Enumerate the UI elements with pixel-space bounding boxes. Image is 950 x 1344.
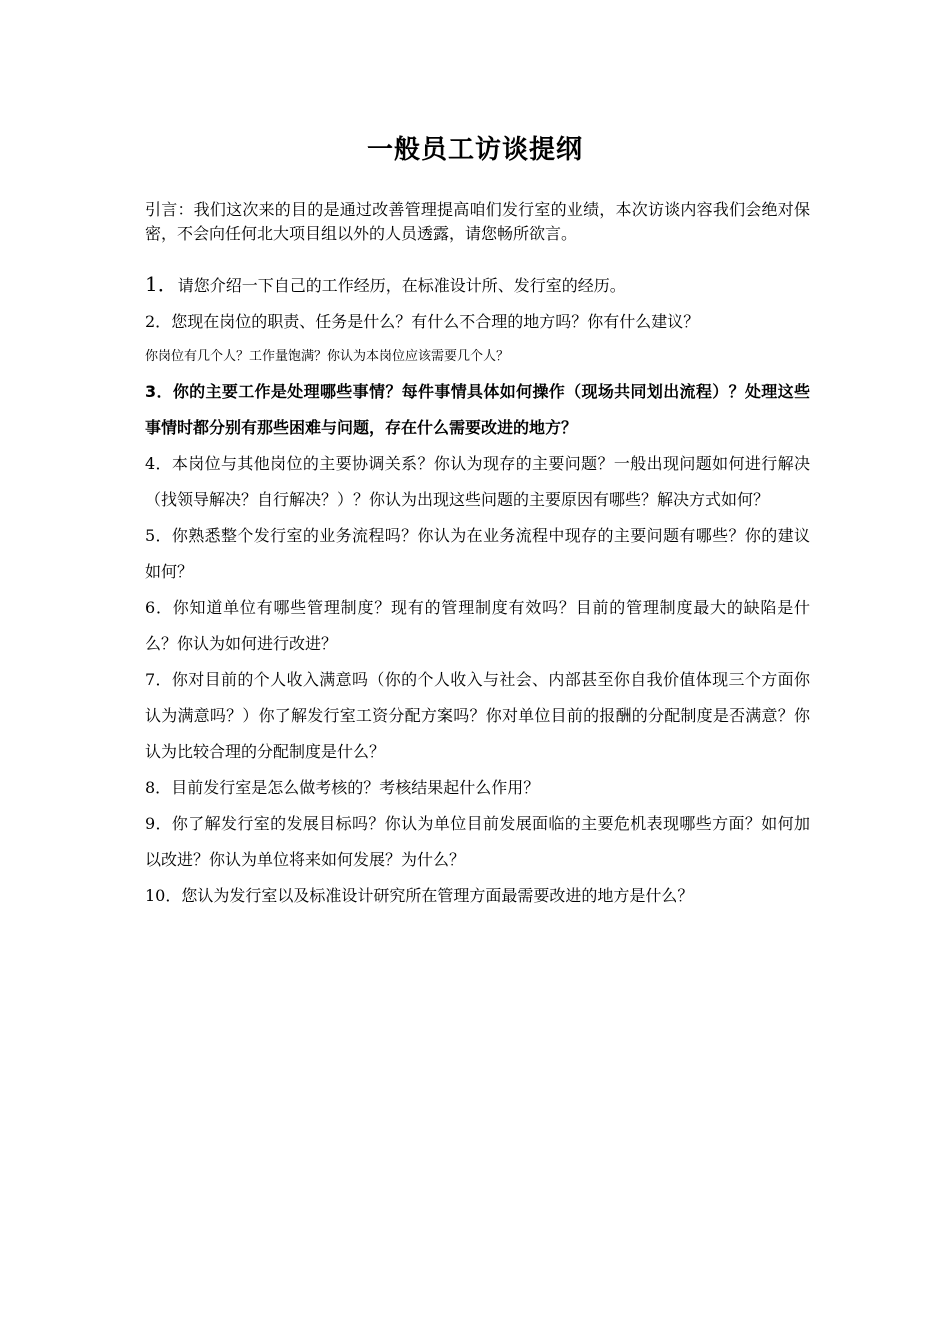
question-text: 你熟悉整个发行室的业务流程吗？你认为在业务流程中现存的主要问题有哪些？你的建议如何？ — [145, 526, 810, 581]
question-item-2 — [145, 304, 810, 340]
question-item-3 — [145, 374, 810, 446]
question-item-10 — [145, 878, 810, 914]
question-item-2-sub — [145, 340, 810, 374]
question-item-5 — [145, 518, 810, 590]
question-number: 10． — [145, 886, 182, 905]
question-number: 6． — [145, 598, 173, 617]
document-title: 一般员工访谈提纲 — [366, 135, 583, 165]
question-number: 9． — [145, 814, 172, 833]
question-number: 5． — [145, 526, 172, 545]
question-number: 7． — [145, 670, 172, 689]
question-text: 你对目前的个人收入满意吗（你的个人收入与社会、内部甚至你自我价值体现三个方面你认为满意吗？）你了解发行室工资分配方案吗？你对单位目前的报酬的分配制度是否满意？你认为比较合理的分配制度是什么？ — [145, 670, 810, 761]
question-item-8 — [145, 770, 810, 806]
question-text: 本岗位与其他岗位的主要协调关系？你认为现存的主要问题？一般出现问题如何进行解决（找领导解决？自行解决？）？你认为出现这些问题的主要原因有哪些？解决方式如何？ — [145, 454, 810, 509]
intro-paragraph: 引言：我们这次来的目的是通过改善管理提高咱们发行室的业绩，本次访谈内容我们会绝对保密，不会向任何北大项目组以外的人员透露，请您畅所欲言。 — [145, 200, 810, 243]
question-text: 请您介绍一下自己的工作经历，在标准设计所、发行室的经历。 — [177, 276, 626, 295]
question-item-1 — [145, 266, 810, 304]
question-number: 8． — [145, 778, 172, 797]
question-number: 3． — [145, 382, 173, 401]
question-text: 你知道单位有哪些管理制度？现有的管理制度有效吗？目前的管理制度最大的缺陷是什么？你认为如何进行改进？ — [145, 598, 810, 653]
question-text: 目前发行室是怎么做考核的？考核结果起什么作用？ — [171, 778, 540, 797]
question-text: 你了解发行室的发展目标吗？你认为单位目前发展面临的主要危机表现哪些方面？如何加以改进？你认为单位将来如何发展？为什么？ — [145, 814, 810, 869]
question-text: 你的主要工作是处理哪些事情？每件事情具体如何操作（现场共同划出流程）？处理这些事情时都分别有那些困难与问题，存在什么需要改进的地方？ — [145, 382, 810, 437]
question-number: 1． — [145, 272, 178, 296]
question-text: 您现在岗位的职责、任务是什么？有什么不合理的地方吗？你有什么建议？ — [171, 312, 700, 331]
question-item-7 — [145, 662, 810, 770]
question-list — [145, 266, 810, 914]
question-number: 2． — [145, 312, 172, 331]
question-item-6 — [145, 590, 810, 662]
question-text: 你岗位有几个人？工作量饱满？你认为本岗位应该需要几个人？ — [145, 349, 510, 364]
question-number: 4． — [145, 454, 172, 473]
question-item-9 — [145, 806, 810, 878]
question-text: 您认为发行室以及标准设计研究所在管理方面最需要改进的地方是什么？ — [181, 886, 694, 905]
question-item-4 — [145, 446, 810, 518]
